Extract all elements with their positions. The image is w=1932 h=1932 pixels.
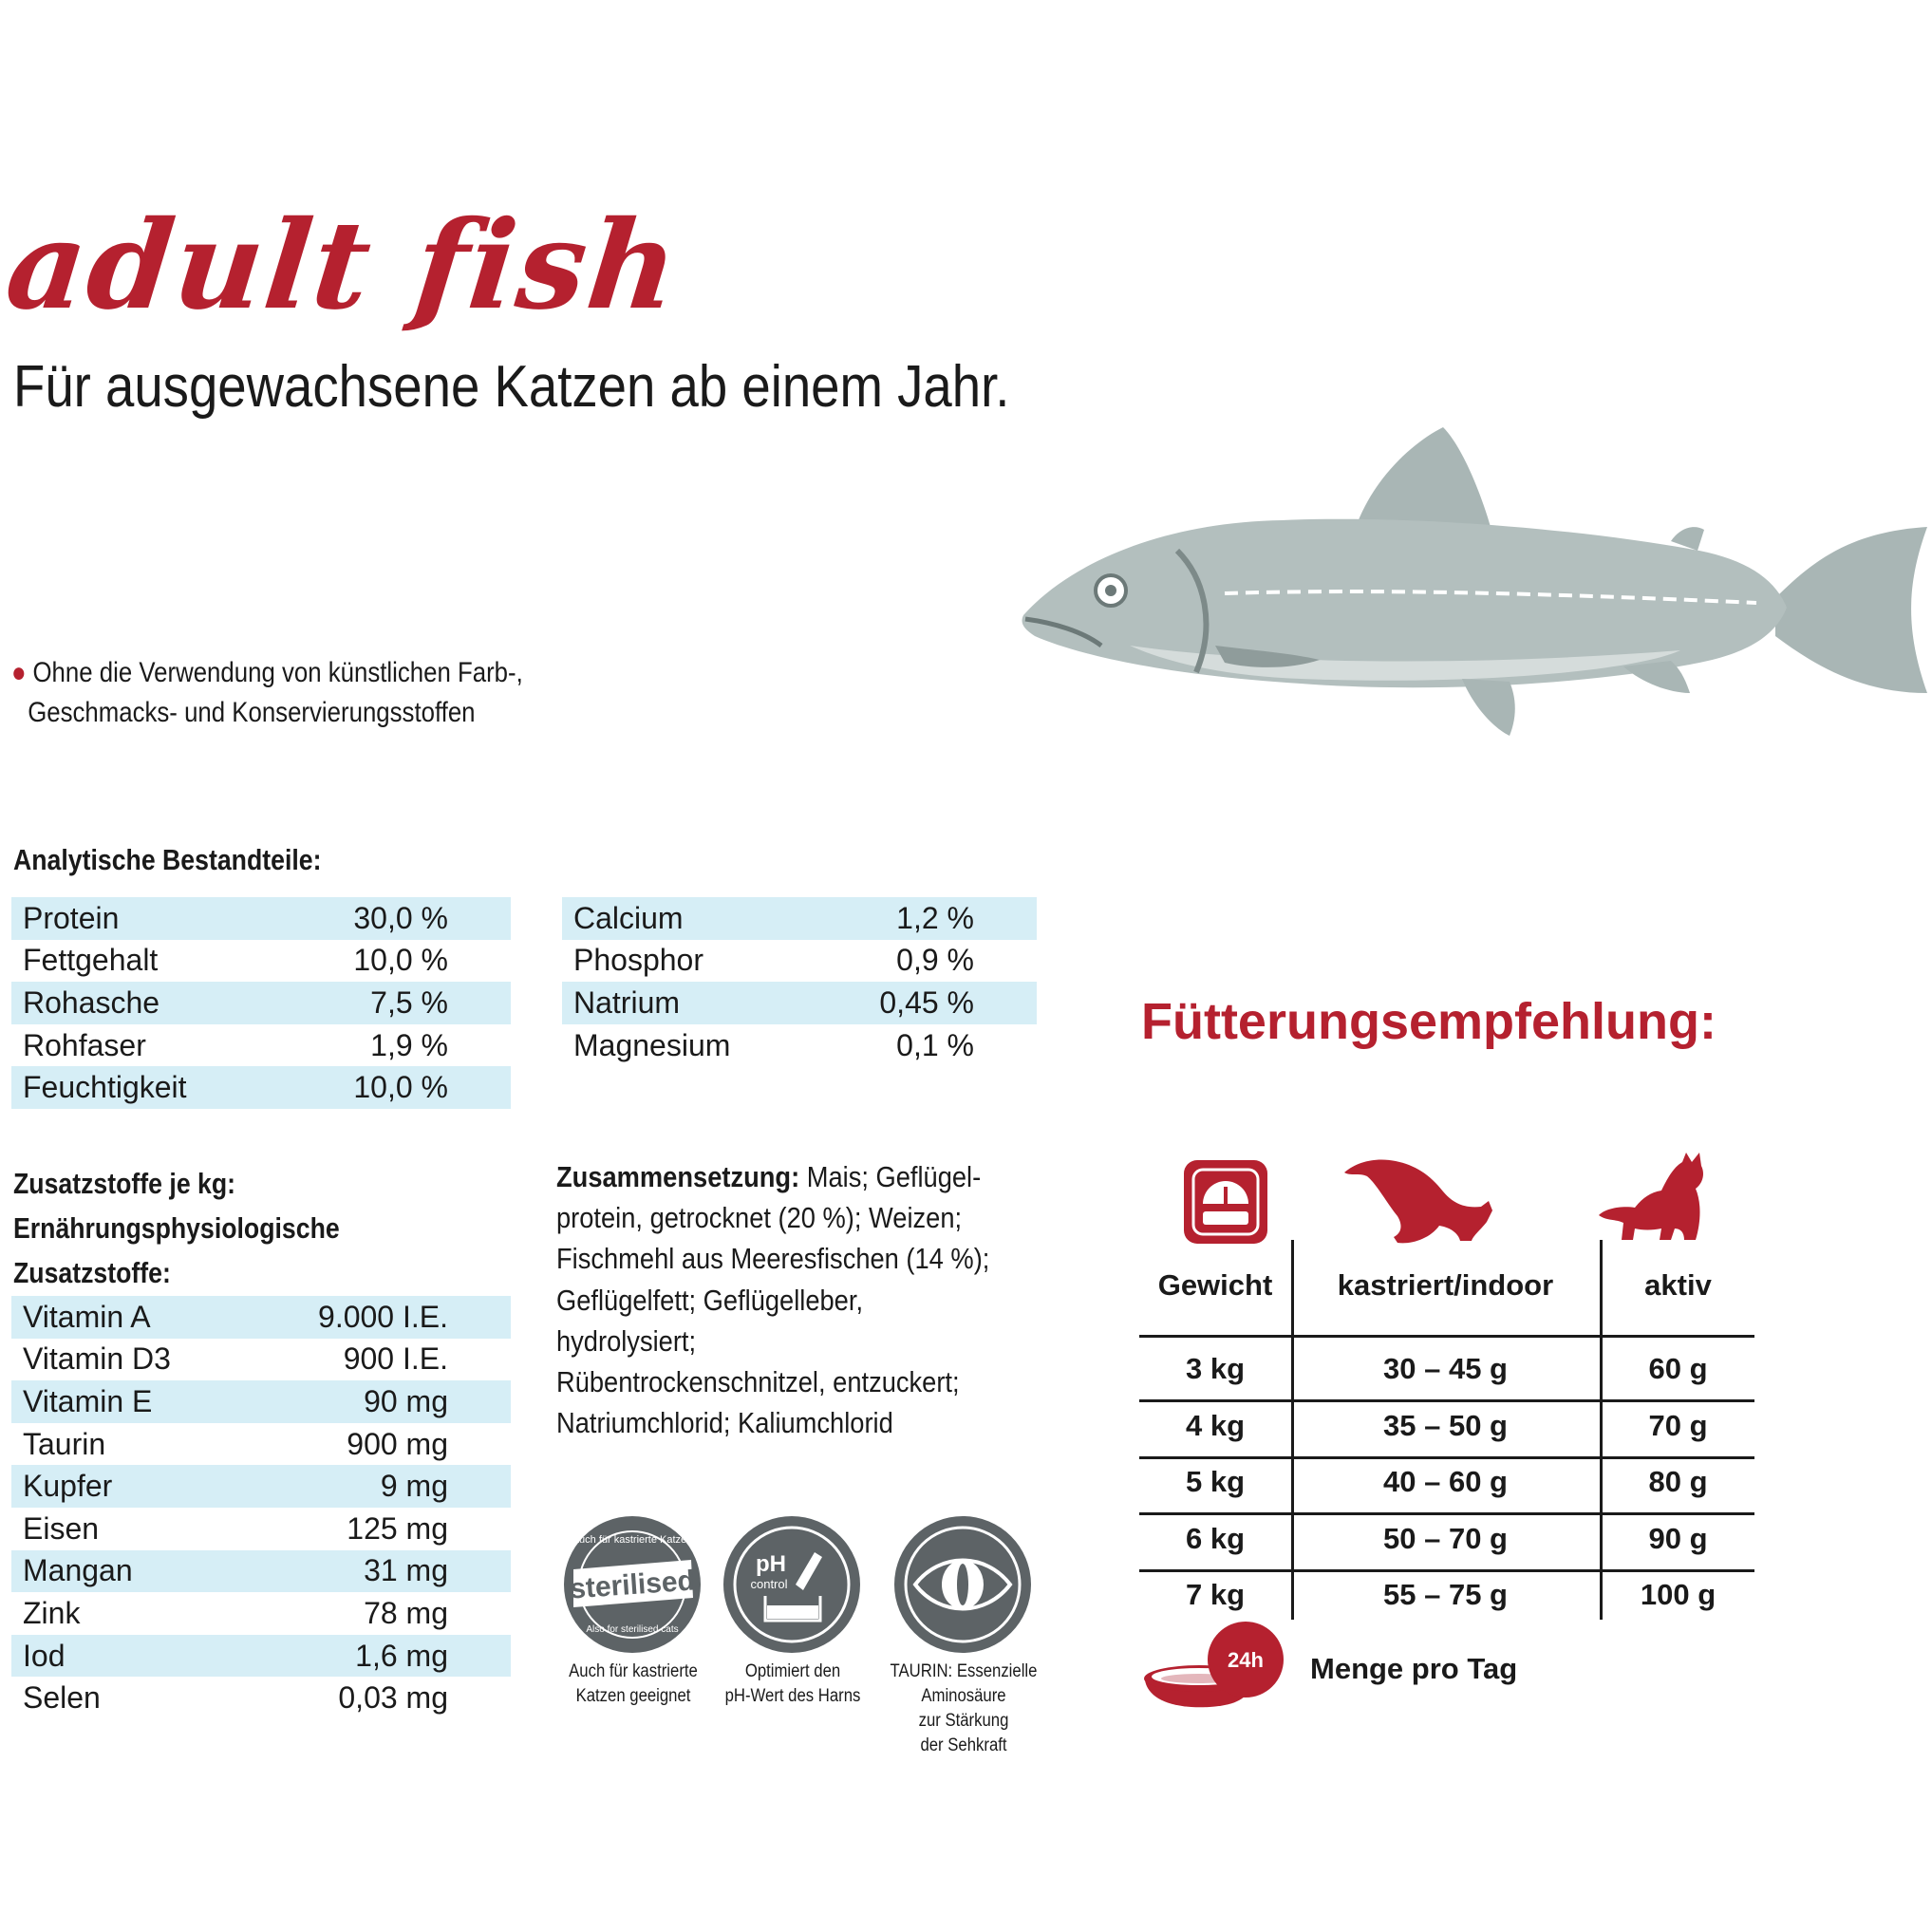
- feeding-weight: 5 kg: [1185, 1465, 1246, 1498]
- feature-bullet: ● Ohne die Verwendung von künstlichen Farb-, Geschmacks- und Konservierungsstoffen: [11, 657, 523, 728]
- nutrient-value: 30,0 %: [266, 897, 511, 940]
- nutrient-row: [562, 897, 1037, 940]
- nutrient-label: Selen: [23, 1680, 101, 1716]
- nutrient-value: 125 mg: [347, 1510, 448, 1546]
- scale-icon: [1182, 1158, 1269, 1246]
- column-divider: [1600, 1240, 1603, 1620]
- feeding-weight: 4 kg: [1185, 1408, 1246, 1442]
- nutrient-label: Zink: [23, 1595, 81, 1630]
- nutrient-value: 1,2 %: [799, 897, 1037, 940]
- table-divider: [1139, 1456, 1754, 1459]
- nutrient-row: [11, 940, 511, 983]
- nutrient-label: Protein: [11, 897, 266, 940]
- nutrient-value: 31 mg: [231, 1550, 511, 1593]
- nutrient-row: [11, 1066, 511, 1109]
- ph-caption: Optimiert den pH-Wert des Harns: [724, 1661, 861, 1706]
- nutrient-label: Vitamin E: [11, 1380, 231, 1423]
- composition-text: Zusammensetzung: Mais; Geflügel- protein, getrocknet (20 %); Weizen; Fischmehl aus Meeresfischen (14 %); Geflügelfett; Geflügelleber, hydrolysiert; Rübentrockenschnitzel, entzuckert; Natriumchlorid; Kaliumchlorid: [556, 1160, 990, 1440]
- feeding-indoor: 35 – 50 g: [1383, 1408, 1508, 1442]
- product-title: adult fish: [0, 195, 686, 337]
- nutrient-row: [11, 1508, 511, 1550]
- nutrient-label: Rohfaser: [23, 1027, 146, 1062]
- table-divider: [1139, 1569, 1754, 1572]
- column-divider: [1291, 1240, 1294, 1620]
- nutrient-row: [562, 1024, 1037, 1067]
- feeding-active: 90 g: [1648, 1521, 1708, 1555]
- nutrient-label: Eisen: [23, 1510, 100, 1546]
- header-indoor: kastriert/indoor: [1337, 1268, 1554, 1302]
- nutrient-value: 1,9 %: [370, 1027, 448, 1062]
- table-divider: [1139, 1512, 1754, 1515]
- sterilised-badge-icon: [562, 1514, 703, 1655]
- feeding-title: Fütterungsempfehlung:: [1141, 993, 1716, 1050]
- badge-ring-bottom-text: Also for sterilised cats: [586, 1624, 679, 1635]
- salmon-illustration: [1016, 408, 1927, 788]
- analytics-heading: Analytische Bestandteile:: [13, 843, 322, 876]
- analytics-table-left: [11, 897, 511, 1109]
- nutrient-label: Taurin: [23, 1426, 106, 1461]
- ph-text: pH: [756, 1551, 786, 1577]
- nutrient-value: 0,03 mg: [338, 1680, 448, 1716]
- nutrient-value: 1,6 mg: [231, 1635, 511, 1678]
- stretching-cat-icon: [1339, 1154, 1495, 1248]
- table-divider: [1139, 1335, 1754, 1338]
- nutrient-value: 0,45 %: [799, 982, 1037, 1024]
- nutrient-label: Rohasche: [11, 982, 266, 1024]
- sitting-cat-icon: [1595, 1149, 1709, 1248]
- nutrient-label: Natrium: [562, 982, 799, 1024]
- nutrient-row: [11, 1465, 511, 1508]
- nutrient-label: Vitamin A: [11, 1296, 231, 1339]
- nutrient-value: 78 mg: [364, 1595, 448, 1630]
- feeding-weight: 6 kg: [1185, 1521, 1246, 1555]
- nutrient-label: Iod: [11, 1635, 231, 1678]
- nutrient-value: 0,9 %: [896, 943, 974, 978]
- nutrient-row: [11, 1380, 511, 1423]
- additives-table: [11, 1296, 511, 1719]
- nutrient-row: [11, 1550, 511, 1593]
- feeding-active: 100 g: [1640, 1578, 1716, 1611]
- nutrient-value: 9 mg: [231, 1465, 511, 1508]
- nutrient-row: [562, 940, 1037, 983]
- daily-amount-note: Menge pro Tag: [1310, 1652, 1518, 1685]
- nutrient-row: [11, 982, 511, 1024]
- nutrient-value: 7,5 %: [266, 982, 511, 1024]
- nutrient-row: [562, 982, 1037, 1024]
- nutrient-value: 10,0 %: [266, 1066, 511, 1109]
- nutrient-label: Kupfer: [11, 1465, 231, 1508]
- sterilised-caption: Auch für kastrierte Katzen geeignet: [569, 1661, 698, 1706]
- feeding-weight: 3 kg: [1185, 1352, 1246, 1385]
- nutrient-value: 9.000 I.E.: [231, 1296, 511, 1339]
- nutrient-row: [11, 1635, 511, 1678]
- header-weight: Gewicht: [1157, 1268, 1273, 1302]
- feeding-active: 70 g: [1648, 1408, 1708, 1442]
- analytics-table-right: [562, 897, 1037, 1066]
- nutrient-value: 90 mg: [231, 1380, 511, 1423]
- feeding-indoor: 30 – 45 g: [1383, 1352, 1508, 1385]
- nutrient-row: [11, 897, 511, 940]
- product-subtitle: Für ausgewachsene Katzen ab einem Jahr.: [13, 354, 1010, 420]
- feeding-active: 80 g: [1648, 1465, 1708, 1498]
- header-active: aktiv: [1644, 1268, 1712, 1302]
- nutrient-value: 10,0 %: [353, 943, 448, 978]
- badge-ring-top-text: Auch für kastrierte Katzen: [572, 1534, 693, 1546]
- feeding-indoor: 40 – 60 g: [1383, 1465, 1508, 1498]
- nutrient-row: [11, 1677, 511, 1719]
- composition-label: Zusammensetzung:: [556, 1160, 800, 1193]
- nutrient-label: Phosphor: [573, 943, 703, 978]
- nutrient-value: 900 I.E.: [343, 1341, 448, 1377]
- nutrient-row: [11, 1423, 511, 1466]
- nutrient-value: 900 mg: [347, 1426, 448, 1461]
- feeding-weight: 7 kg: [1185, 1578, 1246, 1611]
- cat-eye-badge-icon: [892, 1514, 1033, 1655]
- nutrient-label: Fettgehalt: [23, 943, 159, 978]
- table-divider: [1139, 1399, 1754, 1402]
- taurin-caption: TAURIN: Essenzielle Aminosäure zur Stärkung der Sehkraft: [890, 1661, 1038, 1755]
- nutrient-row: [11, 1339, 511, 1381]
- badge-sterilised-text: sterilised: [569, 1565, 696, 1605]
- nutrient-label: Vitamin D3: [23, 1341, 171, 1377]
- nutrient-row: [11, 1296, 511, 1339]
- nutrient-value: 0,1 %: [896, 1027, 974, 1062]
- 24h-badge-text: 24h: [1228, 1648, 1264, 1672]
- feeding-indoor: 55 – 75 g: [1383, 1578, 1508, 1611]
- bullet-dot-icon: ●: [11, 657, 27, 688]
- nutrient-label: Calcium: [562, 897, 799, 940]
- ph-control-text: control: [750, 1577, 788, 1591]
- ph-control-badge-icon: [722, 1514, 862, 1655]
- nutrient-label: Feuchtigkeit: [11, 1066, 266, 1109]
- feeding-active: 60 g: [1648, 1352, 1708, 1385]
- nutrient-label: Mangan: [11, 1550, 231, 1593]
- additives-heading: Zusatzstoffe je kg: Ernährungsphysiologische Zusatzstoffe:: [13, 1167, 340, 1289]
- food-bowl-icon: [1139, 1614, 1291, 1714]
- nutrient-row: [11, 1592, 511, 1635]
- feeding-indoor: 50 – 70 g: [1383, 1521, 1508, 1555]
- nutrient-row: [11, 1024, 511, 1067]
- nutrient-label: Magnesium: [573, 1027, 731, 1062]
